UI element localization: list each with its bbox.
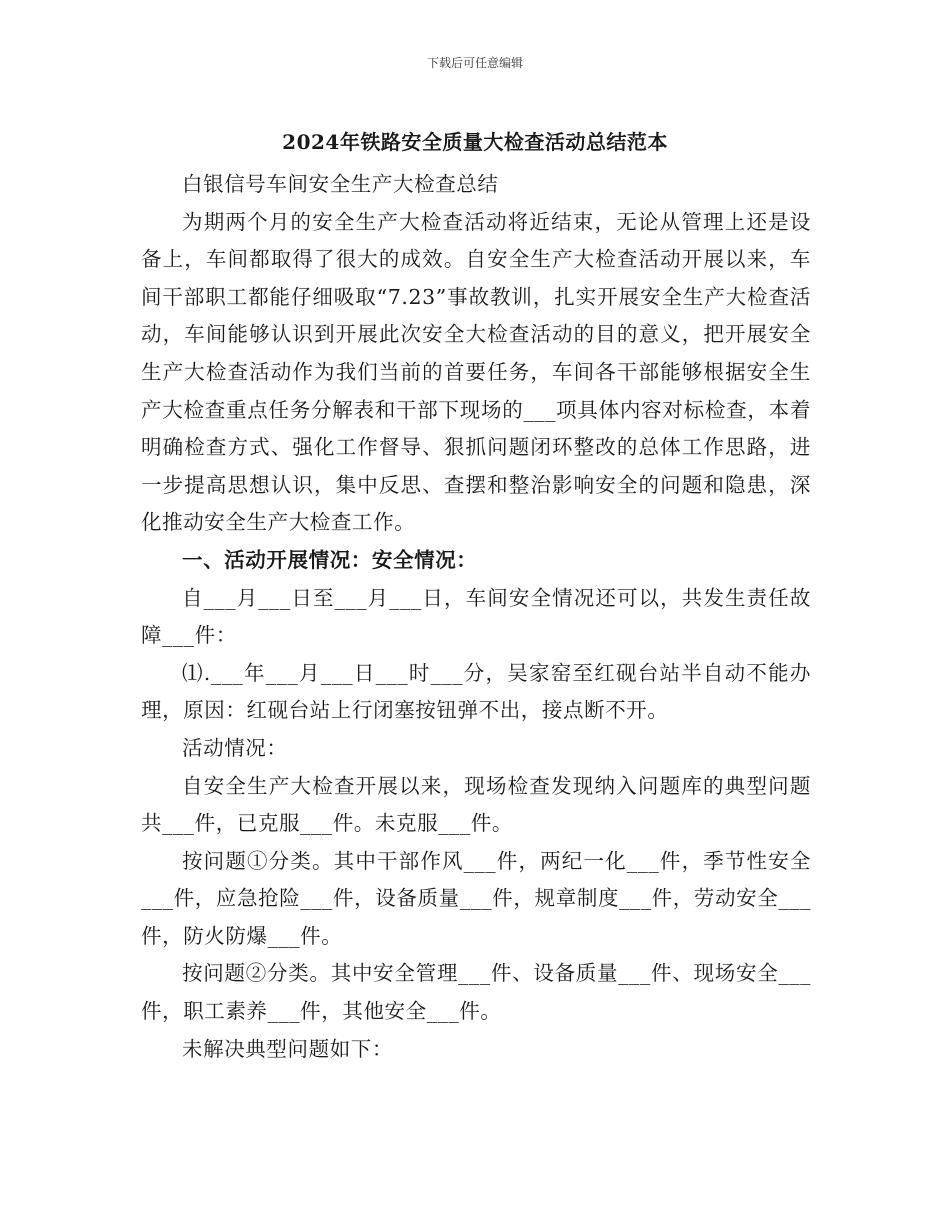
paragraph-issue-count: 自安全生产大检查开展以来，现场检查发现纳入问题库的典型问题共___件，已克服___件。未克服___件。 [141, 773, 811, 836]
paragraph-subtitle: 白银信号车间安全生产大检查总结 [182, 172, 499, 196]
paragraph-safety-summary: 自___月___日至___月___日，车间安全情况还可以，共发生责任故障___件： [141, 585, 811, 648]
paragraph-category-2: 按问题②分类。其中安全管理___件、设备质量___件、现场安全___件，职工素养___件，其他安全___件。 [141, 961, 811, 1024]
paragraph-fault-item-1: ⑴.___年___月___日___时___分，吴家窑至红砚台站半自动不能办理，原因：红砚台站上行闭塞按钮弹不出，接点断不开。 [141, 660, 811, 723]
header-note: 下载后可任意编辑 [426, 56, 523, 70]
document-title: 2024年铁路安全质量大检查活动总结范本 [282, 130, 668, 154]
document-body [141, 166, 811, 1068]
paragraph-category-1: 按问题①分类。其中干部作风___件，两纪一化___件，季节性安全___件，应急抢险___件，设备质量___件，规章制度___件，劳动安全___件，防火防爆___件。 [141, 848, 811, 948]
paragraph-intro: 为期两个月的安全生产大检查活动将近结束，无论从管理上还是设备上，车间都取得了很大的成效。自安全生产大检查活动开展以来，车间干部职工都能仔细吸取“7.23”事故教训，扎实开展安全生产大检查活动，车间能够认识到开展此次安全大检查活动的目的意义，把开展安全生产大检查活动作为我们当前的首要任务，车间各干部能够根据安全生产大检查重点任务分解表和干部下现场的___项具体内容对标检查，本着明确检查方式、强化工作督导、狠抓问题闭环整改的总体工作思路，进一步提高思想认识，集中反思、查摆和整治影响安全的问题和隐患，深化推动安全生产大检查工作。 [141, 209, 811, 535]
paragraph-activity-label: 活动情况： [182, 735, 288, 760]
section-heading-activity: 一、活动开展情况：安全情况： [182, 547, 478, 572]
paragraph-unresolved-label: 未解决典型问题如下： [182, 1036, 393, 1061]
